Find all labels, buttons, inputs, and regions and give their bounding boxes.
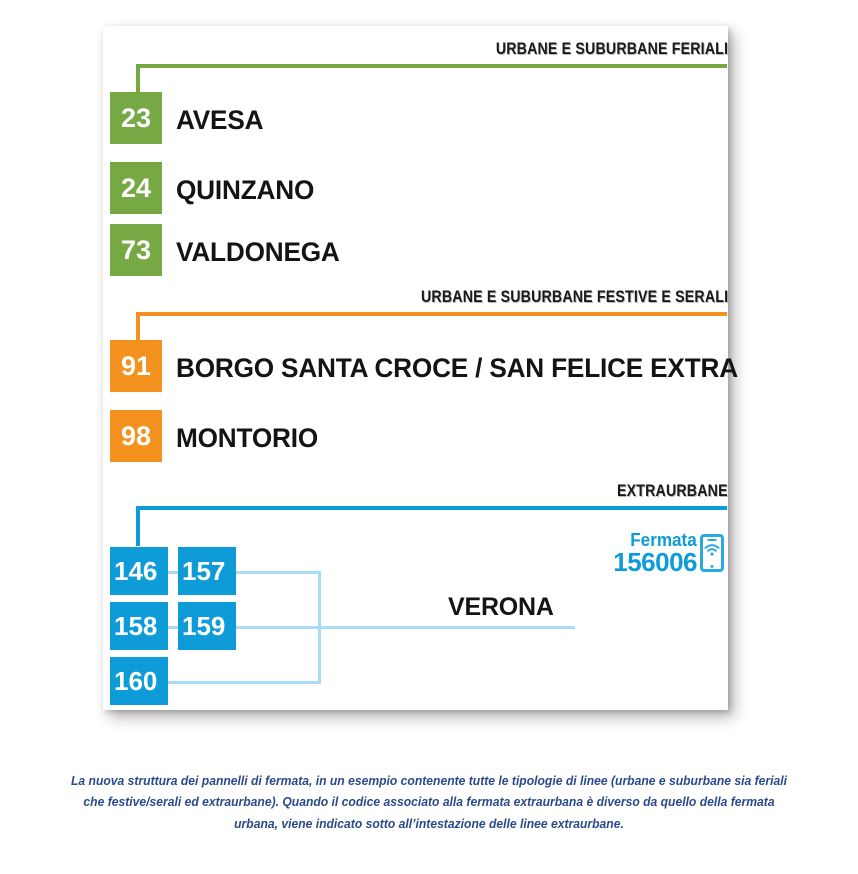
section-rule-festive — [136, 312, 727, 316]
fermata-code-value: 156006 — [613, 547, 697, 578]
line-badge[interactable]: 159 — [178, 602, 236, 650]
line-destination: AVESA — [176, 105, 264, 135]
line-badge[interactable]: 158 — [110, 602, 168, 650]
line-badge[interactable]: 23 — [110, 92, 162, 144]
wifi-glyph — [705, 544, 720, 557]
section-title-urbane-suburbane-feriali: URBANE E SUBURBANE FERIALI — [495, 40, 728, 58]
connector-row2-to-verona — [236, 626, 575, 629]
connector-row1-to-bracket — [236, 571, 321, 574]
line-destination: BORGO SANTA CROCE / SAN FELICE EXTRA — [176, 353, 738, 383]
section-title-urbane-suburbane-festive-serali: URBANE E SUBURBANE FESTIVE E SERALI — [420, 288, 728, 306]
line-destination: VALDONEGA — [176, 237, 340, 267]
fermata-text — [613, 531, 697, 576]
line-badge[interactable]: 24 — [110, 162, 162, 214]
smartphone-wifi-icon — [700, 534, 724, 572]
line-destination-verona: VERONA — [448, 593, 554, 621]
section-title-extraurbane: EXTRAURBANE — [617, 482, 728, 500]
connector-row3-to-bracket — [162, 681, 321, 684]
line-badge[interactable]: 73 — [110, 224, 162, 276]
fermata-label: Fermata — [630, 530, 697, 550]
bus-stop-panel — [103, 26, 738, 710]
line-badge[interactable]: 98 — [110, 410, 162, 462]
connector-bracket-spine — [318, 571, 321, 684]
section-rule-feriali — [136, 64, 727, 68]
line-badge[interactable]: 157 — [178, 547, 236, 595]
line-destination: MONTORIO — [176, 423, 319, 453]
section-rule-extraurbane — [136, 506, 727, 510]
line-badge[interactable]: 91 — [110, 340, 162, 392]
line-destination: QUINZANO — [176, 175, 315, 205]
figure-caption: La nuova struttura dei pannelli di fermata, in un esempio contenente tutte le tipologie di linee (urbane e suburbane sia feriali che festive/serali ed extraurbane). Quando il codice associato alla fermata extraurbana è diverso da quello della fermata urbana, viene indicato sotto all’intestazione delle linee extraurbane. — [71, 773, 787, 831]
section-rule-stub-extraurbane — [136, 506, 140, 546]
line-badge[interactable]: 146 — [110, 547, 168, 595]
line-badge[interactable]: 160 — [110, 657, 168, 705]
fermata-code-block — [613, 531, 724, 576]
